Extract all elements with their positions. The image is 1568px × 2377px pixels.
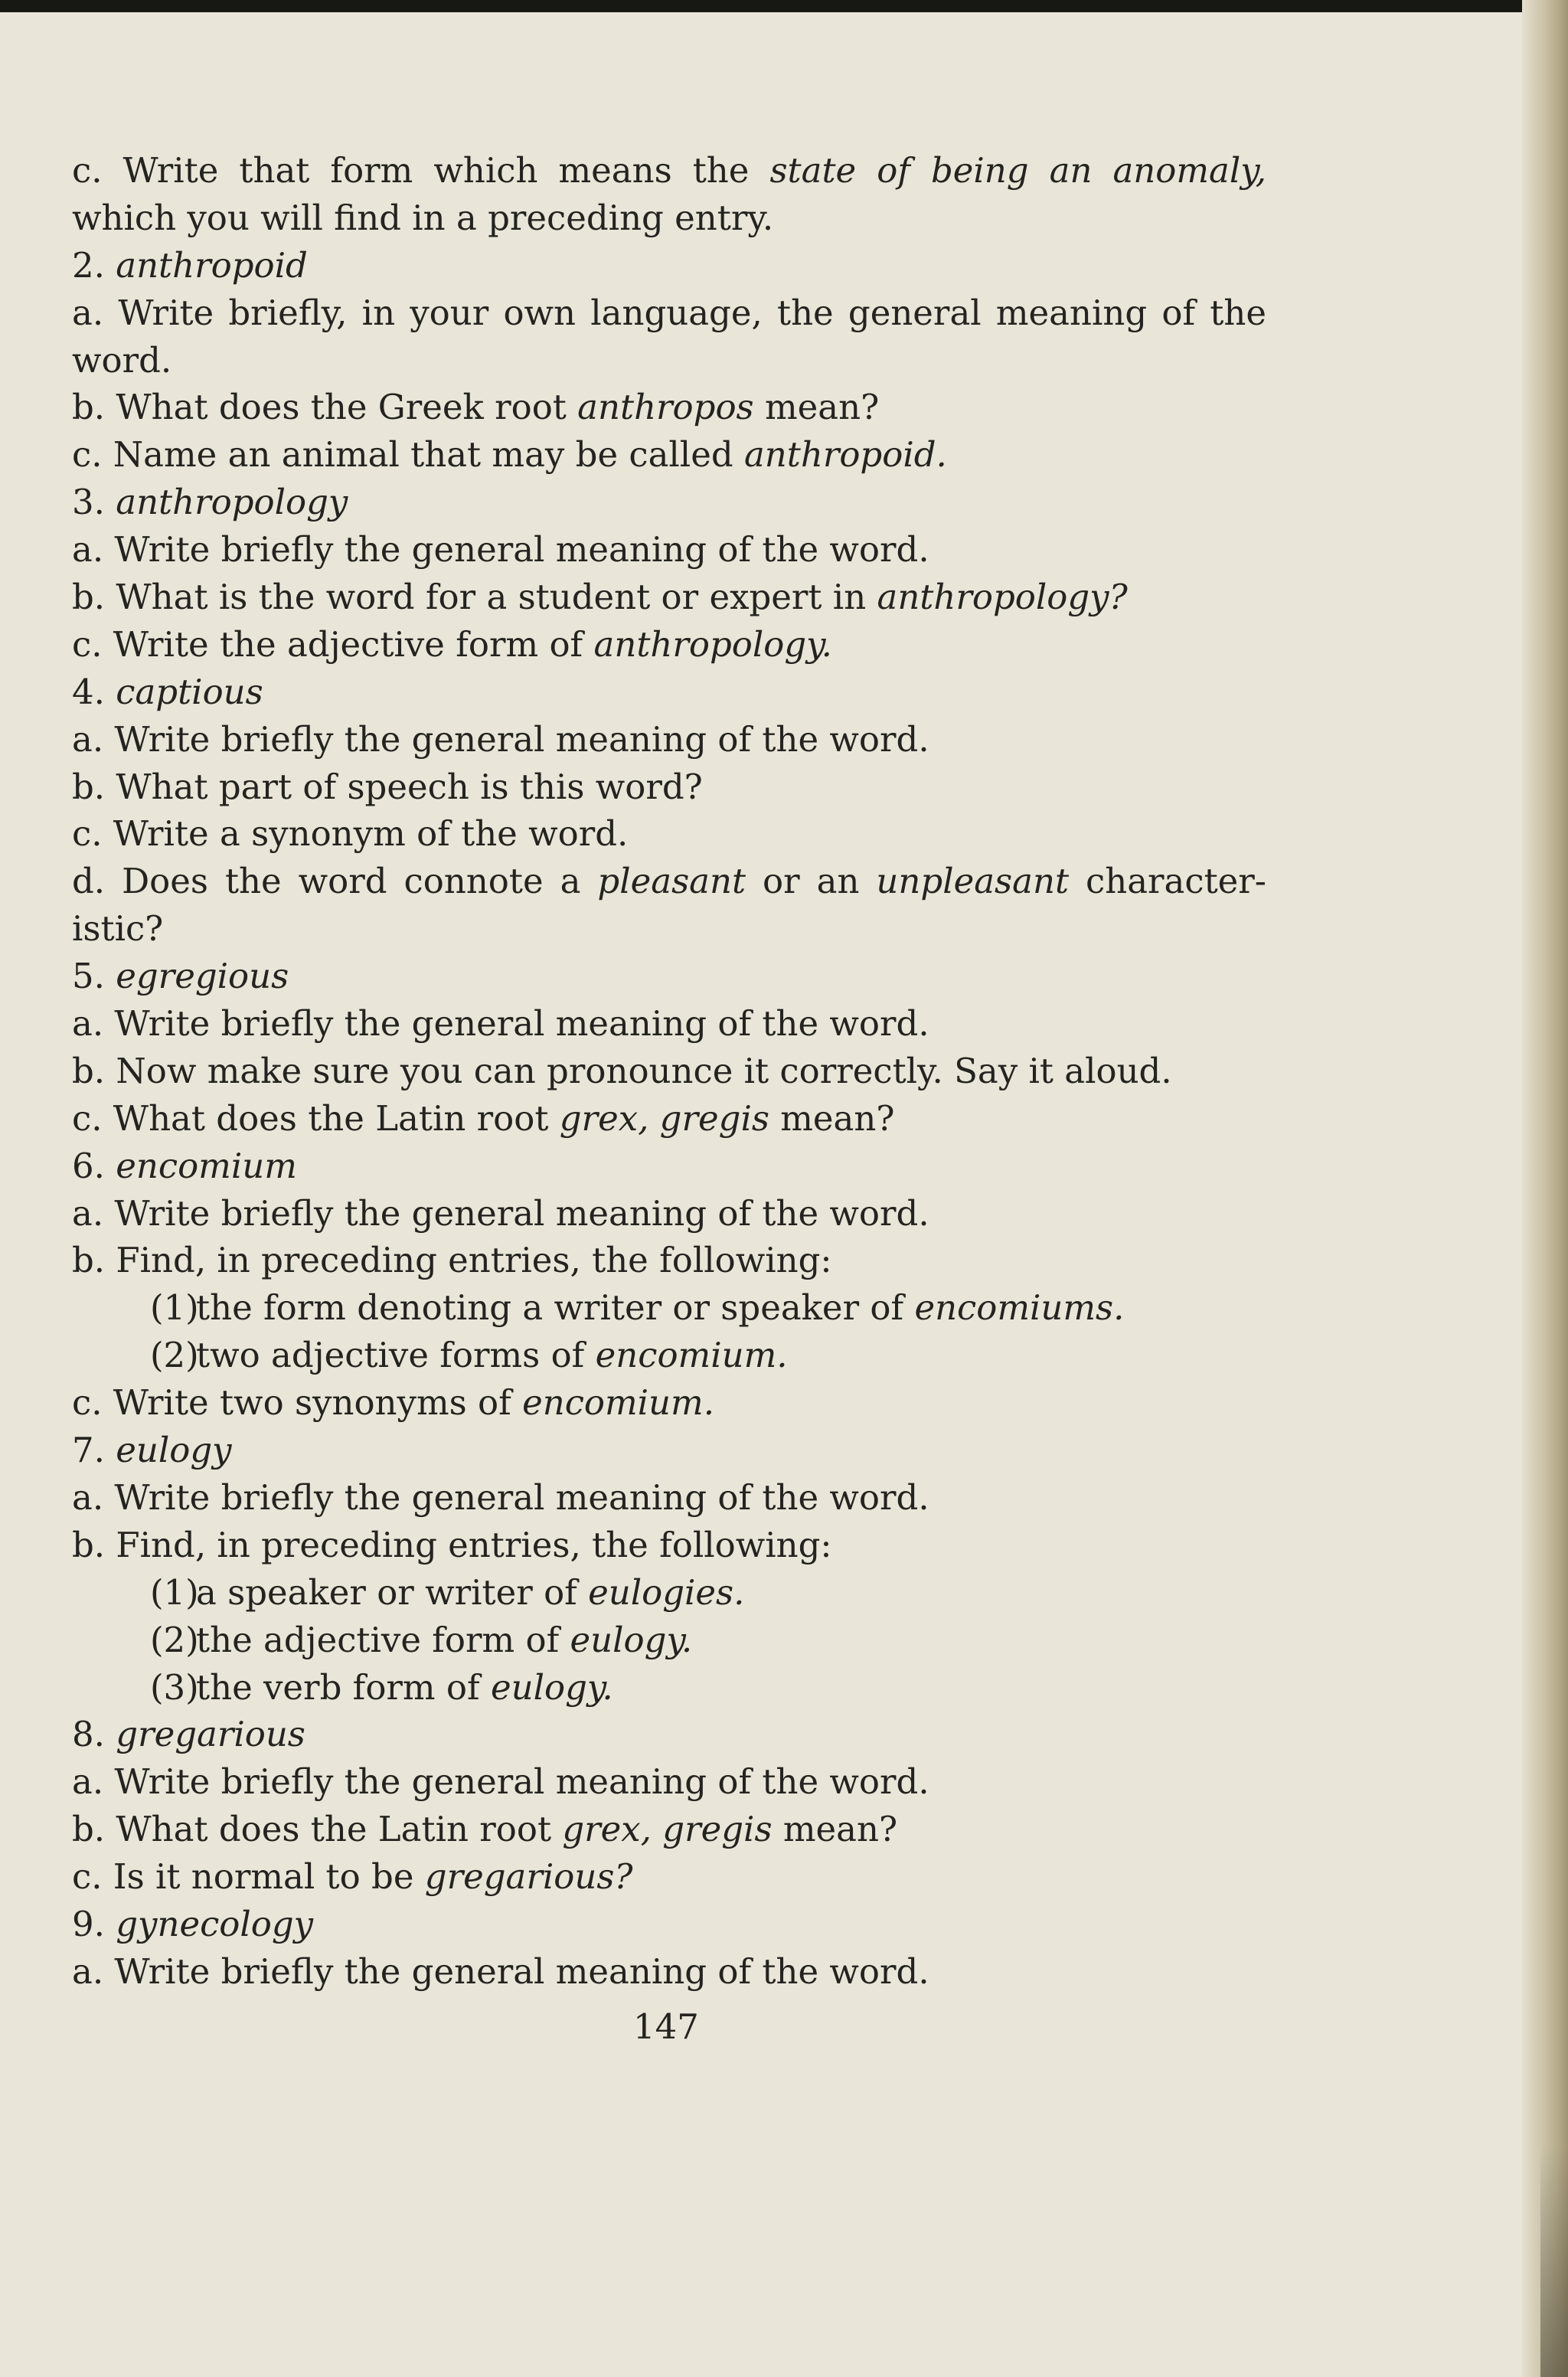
text-run: d. Does the word connote a (72, 861, 598, 902)
italic-term: anthropology? (877, 577, 1128, 618)
text-line (72, 1237, 1266, 1284)
text-run: a. Write briefly the general meaning of the word. (72, 1476, 929, 1518)
text-line (72, 574, 1266, 621)
book-page-edge (1522, 0, 1568, 2377)
text-line (72, 1474, 1266, 1522)
text-line (72, 858, 1266, 905)
text-line (72, 1048, 1266, 1095)
text-line (72, 1143, 1266, 1190)
italic-term: encomium (116, 1145, 297, 1186)
text-run: which you will find in a preceding entry. (72, 197, 774, 238)
text-line (72, 1190, 1266, 1238)
text-run: two adjective forms of (196, 1335, 596, 1376)
text-run: b. What is the word for a student or expert in (72, 577, 877, 618)
text-run: 2. (72, 244, 116, 286)
text-run: a. Write briefly the general meaning of the word. (72, 1003, 929, 1045)
text-run: mean? (772, 1809, 898, 1850)
text-line (72, 763, 1266, 811)
text-run: the verb form of (196, 1666, 491, 1708)
text-run: a. Write briefly the general meaning of the word. (72, 529, 929, 571)
text-line (72, 337, 1266, 384)
text-line (72, 1758, 1266, 1806)
text-run: a. Write briefly, in your own language, the general meaning of the (72, 292, 1266, 333)
text-line (72, 1948, 1266, 1996)
italic-term: egregious (116, 956, 289, 997)
italic-term: gregarious? (424, 1856, 633, 1898)
text-run: mean? (753, 387, 880, 428)
text-run: the form denoting a writer or speaker of (196, 1287, 915, 1329)
text-run: the adjective form of (196, 1619, 570, 1660)
italic-term: pleasant (597, 861, 746, 902)
text-run: 9. (72, 1903, 116, 1944)
text-run: c. Write the adjective form of (72, 623, 594, 665)
text-run: c. Write a synonym of the word. (72, 813, 629, 855)
italic-term: encomium. (595, 1335, 788, 1376)
italic-term: eulogies. (588, 1571, 745, 1613)
scan-top-edge (0, 0, 1568, 12)
text-line (72, 1522, 1266, 1569)
text-run: or an (746, 861, 877, 902)
text-run: b. Now make sure you can pronounce it correctly. Say it aloud. (72, 1050, 1172, 1091)
italic-term: unpleasant (876, 861, 1070, 902)
text-run: b. Find, in preceding entries, the following: (72, 1240, 832, 1281)
text-line (72, 669, 1266, 716)
text-line (72, 147, 1266, 195)
text-line (72, 1284, 1266, 1332)
text-run: 8. (72, 1714, 116, 1755)
text-line (72, 1095, 1266, 1143)
text-line (72, 1000, 1266, 1048)
text-line (72, 479, 1266, 526)
italic-term: eulogy. (490, 1666, 613, 1708)
sub-item-number: (3) (150, 1666, 199, 1708)
text-line (72, 716, 1266, 763)
text-line (72, 242, 1266, 289)
italic-term: gregarious (116, 1714, 305, 1755)
text-run: c. Name an animal that may be called (72, 434, 744, 476)
text-run: b. Find, in preceding entries, the following: (72, 1524, 832, 1565)
text-line (72, 1617, 1266, 1664)
text-run: a. Write briefly the general meaning of the word. (72, 1761, 929, 1803)
text-run: b. What does the Latin root (72, 1809, 563, 1850)
text-run: 7. (72, 1430, 116, 1471)
text-line (72, 1806, 1266, 1853)
italic-term: eulogy (116, 1430, 232, 1471)
text-run: 4. (72, 671, 116, 712)
italic-term: anthropos (577, 387, 754, 428)
italic-term: eulogy. (570, 1619, 693, 1660)
text-run: 6. (72, 1145, 116, 1186)
sub-item-number: (1) (150, 1571, 199, 1613)
text-line (72, 1711, 1266, 1758)
text-run: a. Write briefly the general meaning of the word. (72, 1192, 929, 1234)
italic-term: anthropology (116, 482, 348, 523)
text-line (72, 905, 1266, 953)
text-run: c. What does the Latin root (72, 1097, 560, 1139)
text-line (72, 1569, 1266, 1617)
italic-term: gynecology (116, 1903, 314, 1944)
text-run: istic? (72, 908, 164, 950)
text-line (72, 953, 1266, 1000)
page-number: 147 (633, 2006, 699, 2047)
text-run: a speaker or writer of (196, 1571, 589, 1613)
text-line (72, 1901, 1266, 1948)
sub-item-number: (2) (150, 1619, 199, 1660)
text-run: a. Write briefly the general meaning of the word. (72, 718, 929, 760)
italic-term: encomium. (522, 1382, 715, 1424)
text-line (72, 1664, 1266, 1712)
text-run: 3. (72, 482, 116, 523)
italic-term: anthropology. (593, 623, 832, 665)
text-line (72, 431, 1266, 479)
sub-item-number: (2) (150, 1335, 199, 1376)
text-run: b. What does the Greek root (72, 387, 578, 428)
text-line (72, 1332, 1266, 1379)
text-line (72, 526, 1266, 574)
text-line (72, 810, 1266, 858)
sub-item-number: (1) (150, 1287, 199, 1329)
page-shadow (1540, 2147, 1568, 2377)
italic-term: anthropoid. (743, 434, 947, 476)
text-run: character- (1069, 861, 1266, 902)
page-text-body (72, 147, 1266, 1996)
text-line (72, 384, 1266, 431)
text-line (72, 289, 1266, 337)
text-line (72, 1379, 1266, 1427)
text-run: b. What part of speech is this word? (72, 766, 703, 807)
italic-term: state of being an anomaly, (769, 150, 1267, 191)
text-line (72, 1853, 1266, 1901)
text-run: a. Write briefly the general meaning of the word. (72, 1950, 929, 1992)
italic-term: grex, gregis (559, 1097, 769, 1139)
text-run: word. (72, 339, 172, 381)
text-run: c. Is it normal to be (72, 1856, 425, 1898)
text-run: 5. (72, 956, 116, 997)
text-line (72, 621, 1266, 669)
text-run: c. Write two synonyms of (72, 1382, 523, 1424)
text-line (72, 1427, 1266, 1474)
text-line (72, 195, 1266, 242)
italic-term: anthropoid (116, 244, 308, 286)
italic-term: captious (116, 671, 263, 712)
italic-term: encomiums. (914, 1287, 1125, 1329)
text-run: mean? (769, 1097, 895, 1139)
italic-term: grex, gregis (562, 1809, 773, 1850)
text-run: c. Write that form which means the (72, 150, 770, 191)
